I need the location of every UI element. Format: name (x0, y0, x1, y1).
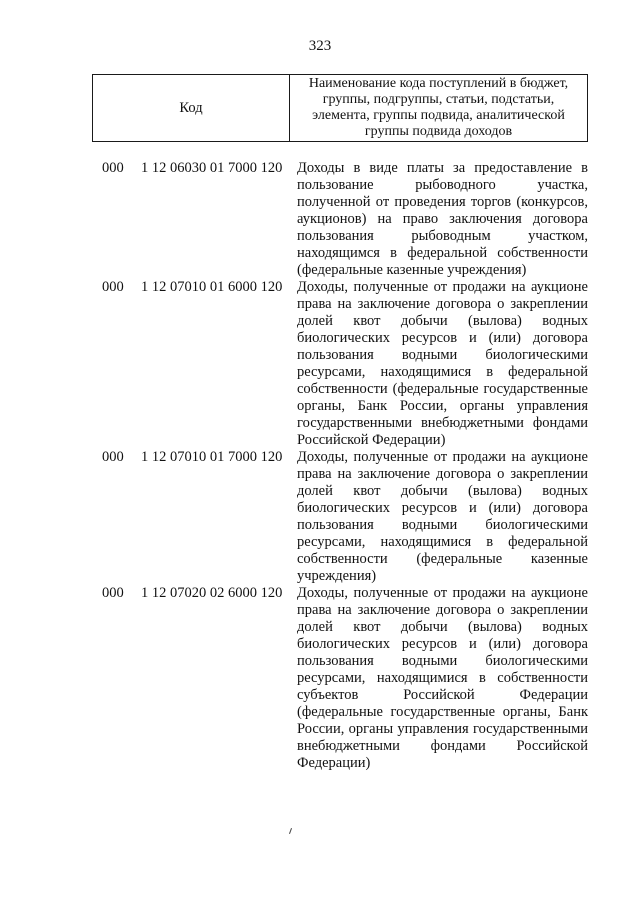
row-income-code: 1 12 07020 02 6000 120 (141, 585, 283, 601)
scan-artifact (289, 828, 292, 834)
row-description: Доходы в виде платы за предоставление в пользование рыбоводного участка, полученной от проведения торгов (конкурсов, аукционов) на право заключения договора пользования рыбоводным участком, находящимся в федеральной собственности (федеральные казенные учреждения) (297, 160, 588, 278)
row-description: Доходы, полученные от продажи на аукционе права на заключение договора о закреплении долей квот добычи (вылова) водных биологических ресурсов и (или) договора пользования водными биологическими ресурсами, находящимися в федеральной собственности (федеральные казенные учреждения) (297, 449, 588, 584)
table-row (0, 279, 640, 449)
table-row (0, 160, 640, 279)
table-row (0, 585, 640, 772)
row-income-code: 1 12 07010 01 6000 120 (141, 279, 283, 295)
table-header (92, 74, 588, 142)
row-description: Доходы, полученные от продажи на аукционе права на заключение договора о закреплении долей квот добычи (вылова) водных биологических ресурсов и (или) договора пользования водными биологическими ресурсами, находящимися в федеральной собственности (федеральные государственные органы, Банк России, органы управления государственными внебюджетными фондами Российской Федерации) (297, 279, 588, 448)
page-number: 323 (308, 38, 332, 54)
row-income-code: 1 12 07010 01 7000 120 (141, 449, 283, 465)
header-code-label: Код (93, 75, 290, 141)
row-admin-code: 000 (102, 160, 124, 176)
table-row (0, 449, 640, 585)
row-admin-code: 000 (102, 585, 124, 601)
row-admin-code: 000 (102, 449, 124, 465)
row-description: Доходы, полученные от продажи на аукционе права на заключение договора о закреплении долей квот добычи (вылова) водных биологических ресурсов и (или) договора пользования водными биологическими ресурсами, находящимися в собственности субъектов Российской Федерации (федеральные государственные органы, Банк России, органы управления государственными внебюджетными фондами Российской Федерации) (297, 585, 588, 771)
header-name-label: Наименование кода поступлений в бюджет, группы, подгруппы, статьи, подстатьи, элемента, группы подвида, аналитической группы подвида доходов (308, 76, 569, 139)
row-admin-code: 000 (102, 279, 124, 295)
row-income-code: 1 12 06030 01 7000 120 (141, 160, 283, 176)
table-body (0, 160, 640, 772)
